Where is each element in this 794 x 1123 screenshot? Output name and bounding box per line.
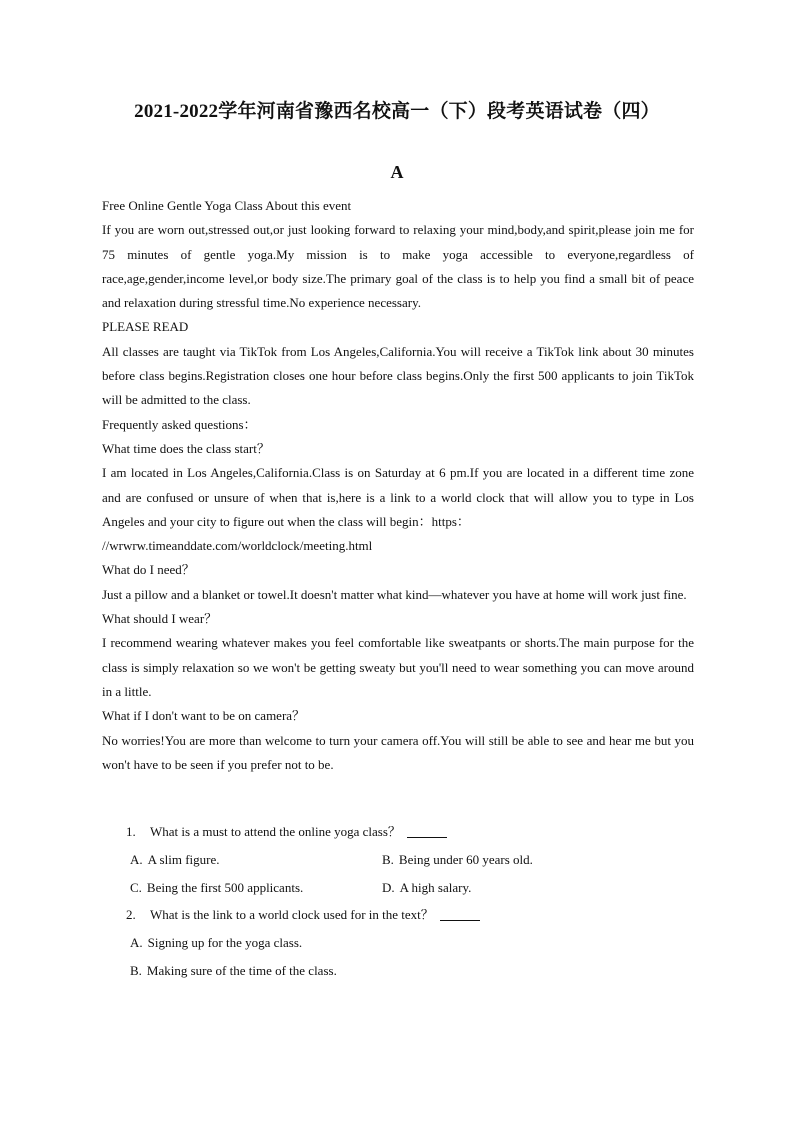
option-c[interactable] — [130, 874, 382, 902]
option-text: Signing up for the yoga class. — [147, 935, 303, 950]
question-stem — [102, 818, 694, 846]
question-1 — [102, 818, 694, 901]
option-b[interactable] — [382, 846, 634, 874]
option-letter: A. — [130, 852, 143, 867]
please-read-heading: PLEASE READ — [102, 319, 189, 335]
faq-answer: I recommend wearing whatever makes you feel comfortable like sweatpants or shorts.The main purpose for the class is simply relaxation so we won't be getting sweaty but you'll need to wear something you can move around in a little. — [102, 635, 694, 699]
question-2 — [102, 901, 694, 984]
option-text: Making sure of the time of the class. — [146, 962, 337, 978]
question-text: What is the link to a world clock used for in the text？ — [150, 907, 434, 922]
option-b[interactable] — [130, 957, 382, 985]
option-text: Being under 60 years old. — [398, 852, 533, 867]
question-text: What is a must to attend the online yoga class？ — [150, 824, 401, 839]
option-text: A slim figure. — [147, 852, 220, 867]
world-clock-link[interactable]: //wrwrw.timeanddate.com/worldclock/meeting.html — [102, 538, 373, 554]
section-heading: A — [390, 162, 404, 182]
option-d[interactable] — [382, 874, 634, 902]
option-letter: B. — [382, 852, 394, 867]
option-row — [102, 929, 694, 957]
option-text: A high salary. — [399, 879, 472, 895]
faq-answer: Just a pillow and a blanket or towel.It doesn't matter what kind—whatever you have at home will work just fine. — [102, 586, 687, 602]
answer-blank[interactable] — [407, 823, 447, 838]
option-letter: B. — [130, 962, 142, 978]
event-heading: Free Online Gentle Yoga Class About this event — [102, 198, 352, 213]
faq-question: What time does the class start？ — [102, 440, 270, 456]
paragraph: If you are worn out,stressed out,or just looking forward to relaxing your mind,body,and spirit,please join me for 75 minutes of gentle yoga.My mission is to make yoga accessible to everyone,regardless of race,age,gender,income level,or body size.The primary goal of the class is to help you find a small bit of peace and relaxation during stressful time.No experience necessary. — [102, 222, 694, 311]
paragraph: All classes are taught via TikTok from Los Angeles,California.You will receive a TikTok link about 30 minutes before class begins.Registration closes one hour before class begins.Only the first 500 applicants to join TikTok will be admitted to the class. — [102, 343, 694, 408]
option-letter: A. — [130, 935, 143, 950]
option-a[interactable] — [130, 846, 382, 874]
option-row — [102, 846, 694, 874]
faq-heading: Frequently asked questions： — [102, 416, 257, 432]
option-row — [102, 874, 694, 902]
faq-answer: I am located in Los Angeles,California.Class is on Saturday at 6 pm.If you are located in a different time zone and are confused or unsure of when that is,here is a link to a world clock that will allow you to type in Los Angeles and your city to figure out when the class will begin：https： — [102, 465, 694, 529]
faq-question: What if I don't want to be on camera？ — [102, 708, 306, 724]
faq-answer: No worries!You are more than welcome to turn your camera off.You will still be able to see and hear me but you won't have to be seen if you prefer not to be. — [102, 732, 694, 772]
question-list — [102, 818, 694, 984]
option-text: Being the first 500 applicants. — [146, 879, 304, 895]
option-letter: C. — [130, 879, 142, 895]
faq-question: What do I need？ — [102, 562, 195, 578]
reading-passage — [102, 194, 694, 777]
answer-blank[interactable] — [440, 906, 480, 921]
faq-question: What should I wear？ — [102, 611, 218, 627]
option-letter: D. — [382, 879, 395, 895]
question-stem — [102, 901, 694, 929]
question-number: 1. — [126, 824, 136, 839]
option-row — [102, 957, 694, 985]
option-a[interactable] — [130, 929, 382, 957]
question-number: 2. — [126, 907, 136, 922]
exam-title: 2021-2022学年河南省豫西名校高一（下）段考英语试卷（四） — [134, 101, 660, 122]
